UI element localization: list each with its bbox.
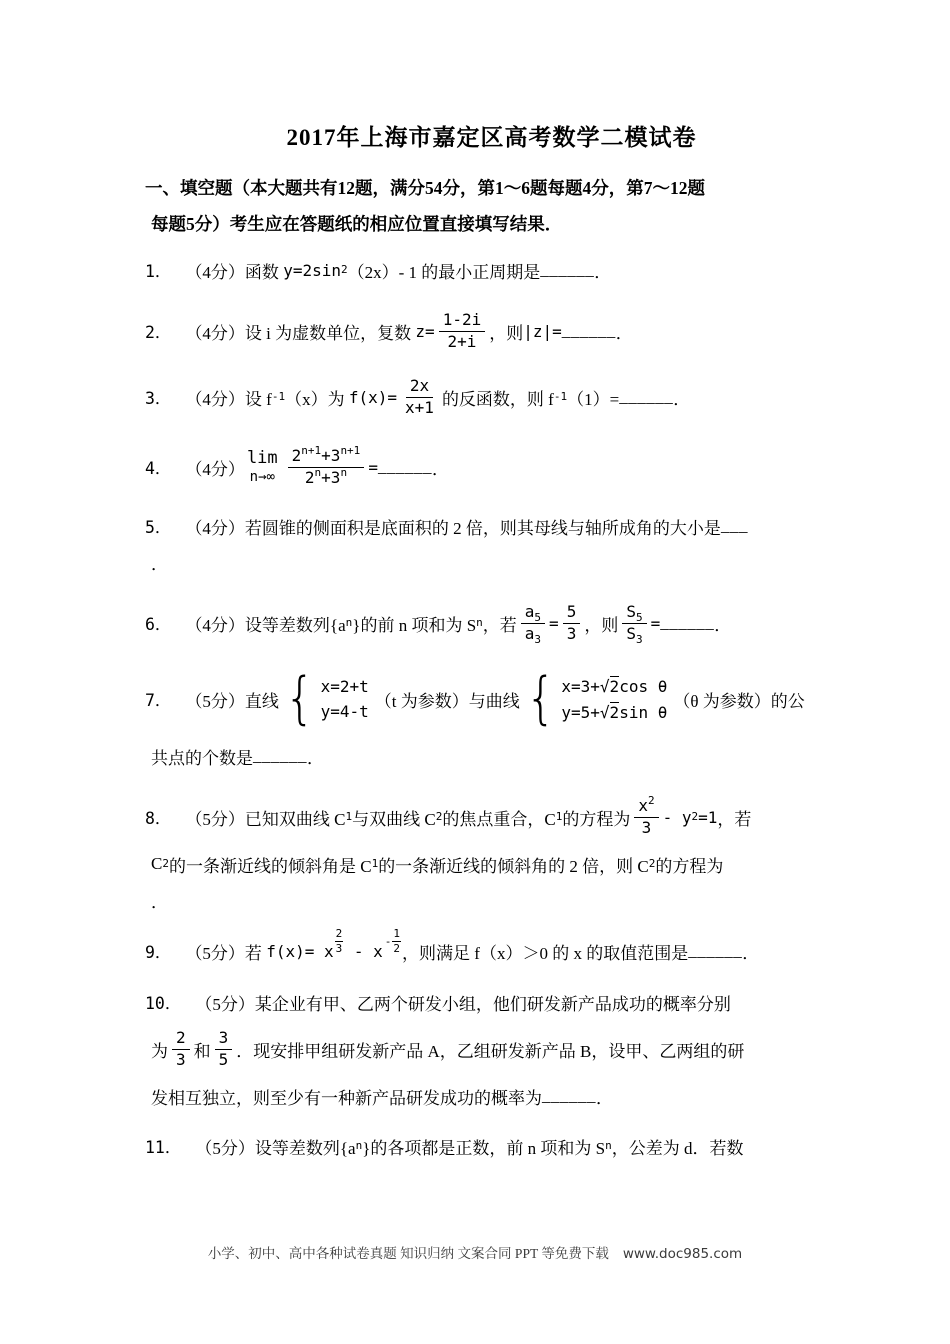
- answer-blank: ______: [540, 260, 595, 279]
- question-number: 9．: [145, 943, 172, 962]
- question-text: （4分）设等差数列{a: [185, 615, 346, 635]
- question-text: （x）为: [285, 389, 349, 409]
- fraction-numerator: 2: [335, 926, 343, 940]
- question-text: （1）=: [567, 389, 620, 409]
- formula-token: f(x)= x: [266, 941, 334, 961]
- page-title: 2017年上海市嘉定区高考数学二模试卷: [286, 125, 697, 150]
- question-8: [145, 788, 838, 918]
- subscript: 3: [635, 632, 643, 646]
- question-text: 为: [151, 1041, 168, 1061]
- question-text: ，则: [489, 323, 524, 343]
- radicand: 2: [609, 702, 620, 722]
- fraction-numerator: 5: [563, 602, 581, 624]
- answer-blank: ______: [688, 941, 743, 960]
- limit-subscript: n→∞: [249, 468, 275, 485]
- question-text: （4分）: [185, 459, 245, 479]
- question-10: [145, 984, 838, 1114]
- question-11: [145, 1128, 838, 1164]
- base: a: [524, 623, 535, 643]
- limit-word: lim: [246, 448, 278, 469]
- period: ．: [742, 943, 760, 963]
- fraction-numerator: 2x: [406, 376, 433, 398]
- equation-part: x=3+: [561, 677, 600, 697]
- equation-part: sin θ: [619, 702, 668, 722]
- question-number: 3．: [145, 389, 172, 408]
- equals-sign: =: [650, 613, 661, 633]
- question-8-line1: 8． （5分）已知双曲线 C 1 与双曲线 C 2 的焦点重合，C 1 的方程为 $\frac{x^2}{3}$ - y 2 =1 ，若: [145, 793, 752, 837]
- question-8-line3: [145, 882, 838, 918]
- fraction: [563, 602, 581, 645]
- fraction: [521, 602, 545, 645]
- exponent: n: [340, 465, 348, 479]
- fraction-denominator: 5: [218, 1049, 229, 1069]
- period: ．: [673, 389, 691, 409]
- question-text: 共点的个数是: [151, 748, 253, 768]
- question-number: 5．: [145, 518, 172, 537]
- question-text: 的一条渐近线的倾斜角的 2 倍，则 C: [378, 856, 649, 876]
- formula-token: z=: [415, 321, 435, 341]
- answer-blank: ______: [542, 1086, 596, 1105]
- period: ．: [594, 262, 612, 282]
- exponent: n: [314, 465, 322, 479]
- subscript: 3: [534, 632, 542, 646]
- question-5-line2: [145, 544, 838, 580]
- period: ．: [151, 892, 168, 912]
- question-text: 发相互独立，则至少有一种新产品研发成功的概率为: [151, 1088, 542, 1108]
- fraction: [622, 602, 646, 645]
- fraction-denominator: 3: [335, 941, 343, 955]
- question-text: ，若: [482, 615, 517, 635]
- base: +3: [321, 467, 341, 487]
- period: ．: [615, 323, 633, 343]
- question-text: }的前 n 项和为 S: [352, 615, 477, 635]
- question-7-line2: [145, 738, 838, 774]
- exponent: n+1: [301, 443, 322, 457]
- fraction-numerator: 2: [172, 1028, 190, 1050]
- question-number: 10．: [145, 994, 182, 1013]
- system-equation: [561, 676, 667, 696]
- left-brace: {: [525, 666, 556, 731]
- equals-sign: =: [368, 457, 378, 477]
- fraction-numerator: 1-2i: [439, 310, 486, 332]
- section-heading: [145, 170, 838, 242]
- system-equation: [561, 702, 667, 722]
- fraction: [439, 310, 486, 353]
- question-4-line1: [145, 434, 838, 500]
- answer-blank: ______: [377, 457, 432, 476]
- radical-sign: √: [599, 702, 610, 722]
- fraction-numerator: 3: [215, 1028, 233, 1050]
- question-11-line1: 11． （5分）设等差数列{a n }的各项都是正数，前 n 项和为 S n ，公差为 d．若数: [145, 1128, 838, 1164]
- answer-blank: ______: [660, 613, 715, 632]
- fraction-denominator: [622, 624, 646, 645]
- exponent: 2: [647, 793, 655, 807]
- question-number: 7．: [145, 691, 172, 710]
- formula-token: - x: [344, 941, 383, 961]
- question-text: （5分）某企业有甲、乙两个研发小组，他们研发新产品成功的概率分别: [195, 994, 731, 1014]
- fraction-numerator: [634, 793, 658, 818]
- question-text: 和: [193, 1041, 211, 1061]
- footer-url: www.doc985.com: [622, 1246, 743, 1262]
- question-text: （4分）设 i 为虚数单位，复数: [185, 323, 416, 343]
- question-2: [145, 302, 838, 360]
- fraction-denominator: [521, 624, 545, 645]
- question-text: ，则满足 f（x）＞0 的 x 的取值范围是: [402, 943, 689, 963]
- exponent-fraction: [335, 927, 344, 956]
- question-text: ．现安排甲组研发新产品 A，乙组研发新产品 B，设甲、乙两组的研: [236, 1041, 745, 1061]
- question-text: （4分）设 f: [185, 389, 272, 409]
- formula-token: f(x)=: [348, 387, 398, 407]
- question-7: [145, 660, 838, 774]
- question-number: 6．: [145, 615, 172, 634]
- limit-operator: [247, 449, 278, 485]
- answer-blank: ___: [720, 516, 748, 535]
- formula-token: |z|=: [523, 321, 562, 341]
- question-text: ，若: [717, 809, 752, 829]
- fraction-denominator: [301, 465, 351, 489]
- question-number: 2．: [145, 323, 172, 342]
- question-text: ，公差为 d．若数: [611, 1138, 744, 1158]
- equation-part: cos θ: [619, 677, 668, 697]
- question-4: [145, 434, 838, 500]
- fraction-numerator: [622, 602, 646, 624]
- system-equation: y=4-t: [320, 701, 369, 721]
- period: ．: [714, 615, 732, 635]
- question-10-line1: [145, 984, 838, 1020]
- question-3: [145, 368, 838, 426]
- base: +3: [321, 445, 341, 465]
- question-1-line1: 1． （4分）函数 y=2sin 2 （2x）- 1 的最小正周期是 ______ ．: [145, 252, 838, 288]
- question-text: }的各项都是正数，前 n 项和为 S: [362, 1138, 606, 1158]
- question-text: （2x）- 1 的最小正周期是: [347, 262, 541, 282]
- question-7-line1: [145, 660, 838, 738]
- question-text: 的焦点重合，C: [442, 809, 556, 829]
- question-text: 的方程为: [562, 809, 631, 829]
- exponent-minus: -: [384, 934, 392, 948]
- question-3-line1: 3． （4分）设 f -1 （x）为 f(x)= $\frac{2x}{x+1}$ 的反函数，则 f -1 （1）= ______ ．: [145, 375, 691, 417]
- question-text: （4分）若圆锥的侧面积是底面积的 2 倍，则其母线与轴所成角的大小是: [185, 518, 721, 538]
- period: ．: [596, 1088, 613, 1108]
- fraction-denominator: 3: [566, 623, 577, 643]
- question-8-line2: C 2 的一条渐近线的倾斜角是 C 1 的一条渐近线的倾斜角的 2 倍，则 C 2 的方程为: [145, 846, 838, 882]
- question-1: [145, 252, 838, 288]
- answer-blank: ______: [619, 387, 674, 406]
- system-equation: x=2+t: [320, 677, 369, 697]
- formula-token: y=2sin: [283, 260, 341, 280]
- parametric-system-line: [282, 666, 369, 731]
- question-5: [145, 508, 838, 580]
- radicand: 2: [609, 677, 620, 697]
- formula-token: - y: [662, 807, 692, 827]
- fraction-denominator: 2+i: [447, 331, 477, 351]
- base: 2: [304, 467, 315, 487]
- exponent: n+1: [340, 443, 361, 457]
- question-9: [145, 926, 838, 976]
- base: x: [638, 795, 648, 815]
- question-text: （θ 为参数）的公: [673, 691, 805, 711]
- fraction-denominator: 3: [176, 1049, 186, 1069]
- question-text: ，则: [584, 615, 619, 635]
- question-text: 的方程为: [655, 856, 724, 876]
- question-5-line1: [145, 508, 838, 544]
- equals-sign: =: [549, 613, 559, 633]
- fraction-numerator: [288, 443, 365, 468]
- fraction-denominator: x+1: [405, 397, 434, 417]
- section-heading-line2: 每题5分）考生应在答题纸的相应位置直接填写结果．: [151, 214, 563, 234]
- question-text: （5分）设等差数列{a: [195, 1138, 356, 1158]
- question-10-line3: [145, 1078, 838, 1114]
- footer-text: 小学、初中、高中各种试卷真题 知识归纳 文案合同 PPT 等免费下载: [207, 1246, 609, 1261]
- period: ．: [307, 748, 324, 768]
- question-text: C: [151, 854, 163, 873]
- question-text: 的一条渐近线的倾斜角是 C: [168, 856, 372, 876]
- radical-sign: √: [599, 677, 610, 697]
- equation-part: y=5+: [561, 702, 600, 722]
- question-text: （5分）若: [185, 943, 267, 963]
- question-text: 与双曲线 C: [352, 809, 436, 829]
- question-text: （5分）已知双曲线 C: [185, 809, 346, 829]
- section-heading-line1: 一、填空题（本大题共有12题，满分54分，第1～6题每题4分，第7～12题: [145, 178, 705, 198]
- question-2-line1: [145, 302, 838, 360]
- answer-blank: ______: [253, 746, 307, 765]
- fraction: [401, 376, 438, 419]
- fraction: [215, 1028, 233, 1071]
- parametric-system-curve: [523, 666, 668, 731]
- question-6-line1: 6． （4分）设等差数列{a n }的前 n 项和为 S n ，若 $\frac{a_5}{a_3}$ = $\frac{5}{3}$ ，则 $\frac{S_5}{S_3}$ = ______ ．: [145, 601, 732, 646]
- left-brace: {: [284, 666, 315, 731]
- fraction: [172, 1028, 190, 1071]
- fraction: [288, 443, 365, 489]
- base: S: [626, 601, 636, 621]
- question-10-line2: [145, 1020, 838, 1078]
- fraction: [634, 793, 658, 839]
- question-text: （5分）直线: [185, 691, 279, 711]
- base: a: [524, 601, 535, 621]
- subscript: 5: [635, 610, 643, 624]
- question-number: 8．: [145, 809, 172, 828]
- answer-blank: ______: [561, 321, 616, 340]
- subscript: 5: [534, 610, 542, 624]
- question-number: 11．: [145, 1138, 182, 1157]
- question-text: 的反函数，则 f: [441, 389, 554, 409]
- base: 2: [291, 445, 302, 465]
- question-text: （4分）函数: [185, 262, 284, 282]
- question-6: [145, 594, 838, 652]
- base: S: [626, 623, 636, 643]
- formula-token: =1: [698, 807, 718, 827]
- fraction-numerator: 1: [393, 926, 401, 940]
- fraction-denominator: 2: [393, 941, 401, 955]
- period: ．: [431, 459, 449, 479]
- question-number: 1．: [145, 262, 172, 281]
- exponent-fraction: [392, 927, 401, 956]
- fraction-numerator: [521, 602, 545, 624]
- question-number: 4．: [145, 459, 172, 478]
- fraction-denominator: 3: [641, 817, 652, 837]
- footer: [0, 1242, 950, 1262]
- period: ．: [151, 554, 168, 574]
- question-9-line1: [145, 926, 838, 976]
- question-text: （t 为参数）与曲线: [374, 691, 520, 711]
